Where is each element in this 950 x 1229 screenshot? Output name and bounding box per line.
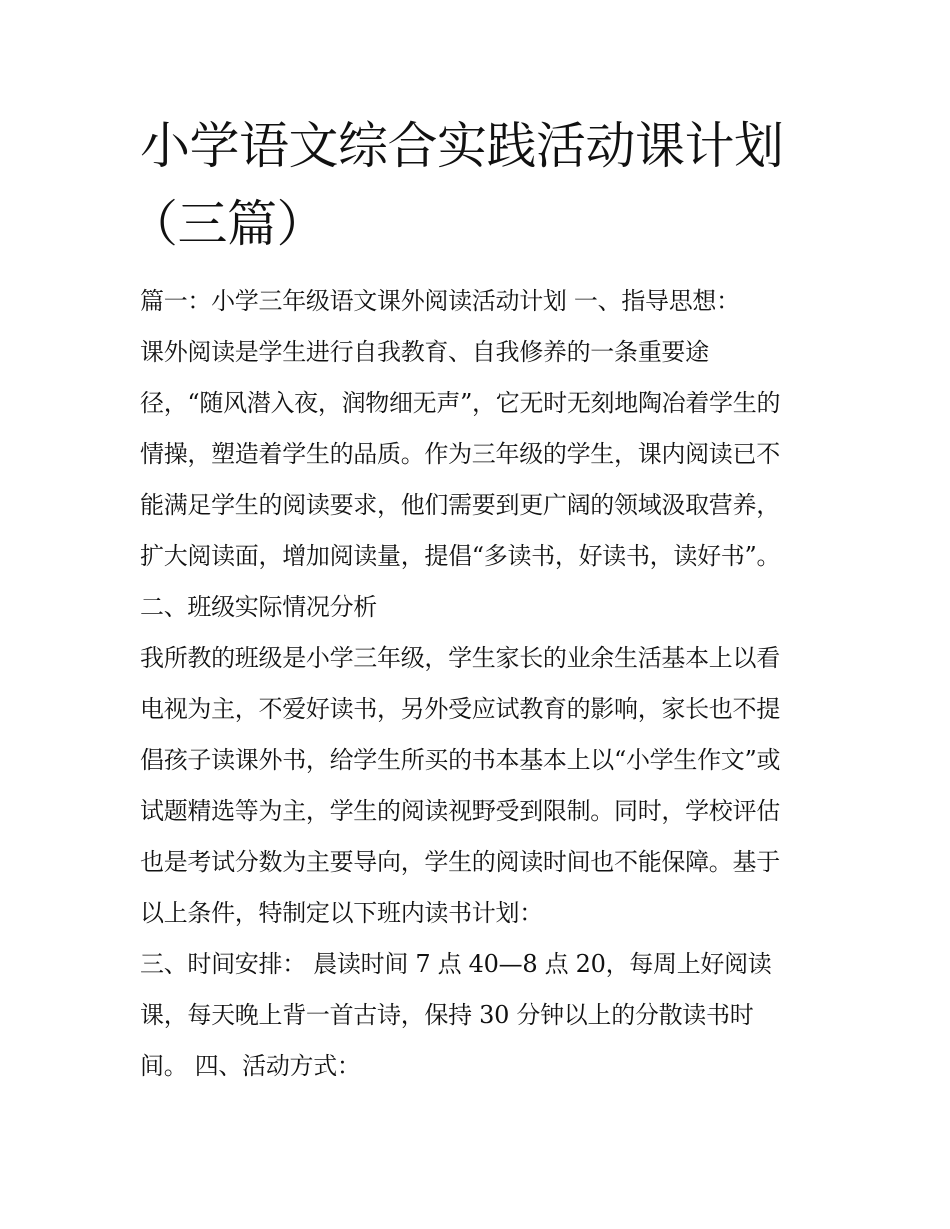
text-line: 电视为主，不爱好读书，另外受应试教育的影响，家长也不提	[140, 695, 780, 723]
text-line: 也是考试分数为主要导向，学生的阅读时间也不能保障。基于	[140, 848, 780, 876]
text-line: 情操，塑造着学生的品质。作为三年级的学生，课内阅读已不	[140, 440, 780, 468]
text-line: 能满足学生的阅读要求，他们需要到更广阔的领域汲取营养，	[140, 491, 780, 519]
text-line: 以上条件，特制定以下班内读书计划：	[140, 899, 543, 927]
text-line: 试题精选等为主，学生的阅读视野受到限制。同时，学校评估	[140, 797, 780, 825]
text-line: 间。 四、活动方式：	[140, 1052, 361, 1080]
document-title-subtitle: （三篇）	[128, 195, 326, 253]
document-title: 小学语文综合实践活动课计划	[140, 117, 784, 175]
text-line: 倡孩子读课外书，给学生所买的书本基本上以“小学生作文”或	[140, 746, 781, 774]
section-heading: 二、班级实际情况分析	[140, 593, 377, 621]
text-line: 课外阅读是学生进行自我教育、自我修养的一条重要途	[140, 338, 709, 366]
text-line: 扩大阅读面，增加阅读量，提倡“多读书，好读书，读好书”。	[140, 542, 781, 570]
text-line: 篇一：小学三年级语文课外阅读活动计划 一、指导思想：	[140, 287, 740, 315]
text-line: 三、时间安排： 晨读时间 7 点 40—8 点 20，每周上好阅读	[140, 950, 772, 978]
text-line: 径，“随风潜入夜，润物细无声”，它无时无刻地陶冶着学生的	[140, 389, 781, 417]
text-line: 课，每天晚上背一首古诗，保持 30 分钟以上的分散读书时	[140, 1001, 754, 1029]
text-line: 我所教的班级是小学三年级，学生家长的业余生活基本上以看	[140, 644, 780, 672]
